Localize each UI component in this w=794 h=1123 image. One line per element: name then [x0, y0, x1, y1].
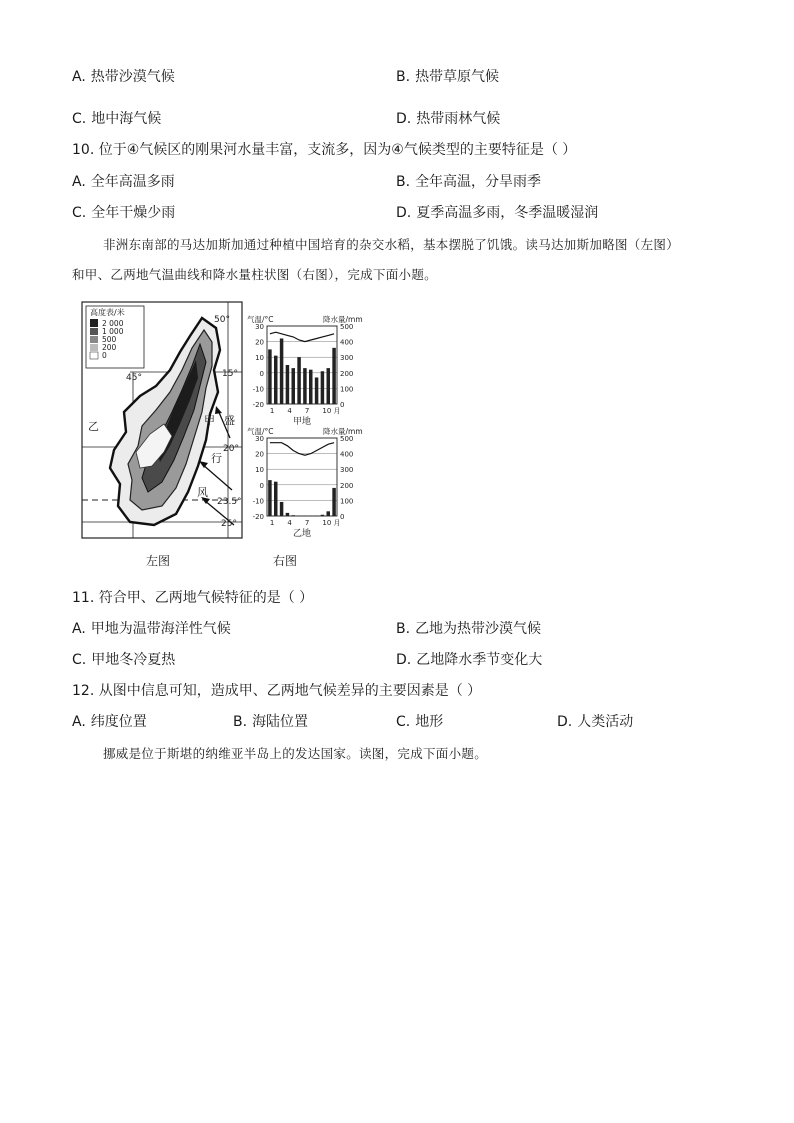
q10-stem: 10. 位于④气候区的刚果河水量丰富，支流多，因为④气候类型的主要特征是（ ）	[72, 142, 577, 158]
q11-option-a	[72, 620, 231, 638]
chart-yi-precip-bar	[286, 513, 290, 516]
q11-option-d-label: D.	[396, 652, 412, 668]
q10-option-a-label: A.	[72, 174, 86, 190]
q9-option-b-text: 热带草原气候	[415, 69, 500, 85]
q11-option-d	[396, 651, 542, 669]
q9-option-c	[72, 110, 161, 128]
q11-option-b-label: B.	[396, 621, 411, 637]
chart-yi-precip-tick: 0	[340, 513, 345, 521]
chart-yi-precip-tick: 200	[340, 481, 354, 490]
q10-option-b-text: 全年高温，分旱雨季	[415, 174, 542, 190]
q9-option-a-text: 热带沙漠气候	[90, 69, 175, 85]
q11-option-b-text: 乙地为热带沙漠气候	[415, 621, 542, 637]
q11-option-c	[72, 651, 175, 669]
q10-option-d-text: 夏季高温多雨，冬季温暖湿润	[416, 205, 599, 221]
lon-label-45: 45°	[126, 373, 142, 383]
chart-yi-precip-tick: 100	[340, 497, 354, 506]
q11-option-a-text: 甲地为温带海洋性气候	[90, 621, 231, 637]
charts-caption: 右图	[273, 554, 298, 568]
q11-option-c-label: C.	[72, 652, 87, 668]
q12-option-c-label: C.	[396, 714, 411, 730]
chart-jia-temp-tick: 0	[259, 369, 264, 378]
q12-option-b	[233, 713, 308, 731]
chart-yi-month-tick: 7	[304, 519, 310, 527]
chart-jia-precip-tick: 100	[340, 385, 354, 394]
chart-jia-precip-bar	[315, 377, 319, 404]
q11-option-d-text: 乙地降水季节变化大	[416, 652, 543, 668]
lat-label-20: 20°	[223, 444, 239, 454]
q11-option-a-label: A.	[72, 621, 86, 637]
chart-yi-precip-tick: 500	[340, 435, 354, 443]
wind-char-2: 行	[211, 452, 222, 465]
q9-option-c-label: C.	[72, 111, 87, 127]
q9-option-b	[396, 68, 499, 86]
legend-swatch-200	[90, 344, 98, 351]
chart-jia-precip-bar	[268, 349, 272, 404]
q12-option-b-text: 海陆位置	[252, 714, 309, 730]
legend-label-500: 500	[102, 335, 117, 344]
chart-yi-temp-tick: -10	[252, 497, 264, 506]
q9-option-d-text: 热带雨林气候	[416, 111, 501, 127]
q9-option-a	[72, 68, 175, 86]
q12-option-a-text: 纬度位置	[90, 714, 147, 730]
chart-yi-temp-tick: 30	[255, 435, 264, 443]
q9-option-d	[396, 110, 500, 128]
chart-jia-precip-bar	[286, 365, 290, 404]
passage2-line1: 挪威是位于斯堪的纳维亚半岛上的发达国家。读图，完成下面小题。	[103, 746, 488, 761]
chart-yi-temp-line	[270, 443, 334, 456]
q11-option-c-text: 甲地冬冷夏热	[91, 652, 176, 668]
q10-option-b-label: B.	[396, 174, 411, 190]
legend-label-0: 0	[102, 351, 107, 360]
lon-label-50: 50°	[214, 315, 230, 325]
legend-label-200: 200	[102, 343, 117, 352]
chart-jia-precip-bar	[332, 348, 336, 404]
chart-jia-temp-tick: 10	[255, 354, 264, 363]
chart-yi-precip-bar	[268, 480, 272, 516]
q10-option-d-label: D.	[396, 205, 412, 221]
passage1-line2: 和甲、乙两地气温曲线和降水量柱状图（右图），完成下面小题。	[72, 267, 437, 282]
q12-option-b-label: B.	[233, 714, 248, 730]
q10-option-b	[396, 173, 541, 191]
q10-option-c-label: C.	[72, 205, 87, 221]
q12-stem: 12. 从图中信息可知，造成甲、乙两地气候差异的主要因素是（ ）	[72, 683, 482, 699]
legend-swatch-2000	[90, 319, 98, 327]
chart-jia-temp-tick: -20	[252, 401, 264, 409]
chart-jia-month-tick: 4	[287, 407, 292, 415]
chart-jia-precip-bar	[327, 368, 331, 404]
chart-yi-precip-tick: 300	[340, 466, 354, 475]
chart-jia-temp-line	[270, 332, 334, 341]
q12-option-a	[72, 713, 147, 731]
chart-jia-precip-bar	[309, 370, 313, 404]
q9-option-c-text: 地中海气候	[91, 111, 162, 127]
lat-label-23-5: 23.5°	[217, 497, 242, 507]
chart-yi-temp-tick: 20	[255, 450, 264, 459]
legend-label-1000: 1 000	[102, 327, 124, 336]
chart-jia-precip-bar	[274, 356, 278, 404]
chart-jia-precip-bar	[292, 368, 296, 404]
place-jia: 甲	[204, 414, 215, 427]
chart-yi-precip-axis-label: 降水量/mm	[323, 427, 363, 436]
q12-option-c-text: 地形	[415, 714, 444, 730]
q12-option-d	[557, 713, 633, 731]
legend-swatch-500	[90, 336, 98, 343]
wind-char-1: 盛	[224, 414, 235, 427]
map-legend-title: 高度表/米	[90, 308, 125, 317]
q10-option-a-text: 全年高温多雨	[90, 174, 175, 190]
chart-jia-precip-tick: 300	[340, 354, 354, 363]
q12-option-d-text: 人类活动	[577, 714, 634, 730]
chart-jia-month-tick: 7	[304, 407, 310, 415]
madagascar-map	[80, 300, 245, 540]
chart-jia-precip-tick: 0	[340, 401, 345, 409]
q10-option-a	[72, 173, 175, 191]
chart-jia-precip-tick: 500	[340, 323, 354, 331]
chart-yi-temp-tick: -20	[252, 513, 264, 521]
chart-jia-precip-tick: 400	[340, 338, 354, 347]
q9-option-a-label: A.	[72, 69, 86, 85]
lat-label-15: 15°	[222, 369, 238, 379]
chart-yi-temp-tick: 0	[259, 481, 264, 490]
chart-yi-precip-bar	[332, 488, 336, 516]
legend-swatch-0	[90, 352, 98, 359]
chart-jia-precip-axis-label: 降水量/mm	[323, 315, 363, 324]
chart-yi-precip-bar	[321, 515, 325, 516]
passage1-line1: 非洲东南部的马达加斯加通过种植中国培育的杂交水稻，基本摆脱了饥饿。读马达加斯加略图（左图）	[103, 237, 680, 252]
chart-jia-month-tick: 1	[269, 407, 275, 415]
chart-yi-precip-bar	[274, 482, 278, 516]
q12-option-c	[396, 713, 443, 731]
chart-jia-precip-bar	[297, 357, 301, 404]
climate-charts	[245, 300, 370, 540]
q11-option-b	[396, 620, 541, 638]
wind-char-3: 风	[197, 486, 208, 499]
chart-yi-month-tick: 1	[269, 519, 275, 527]
chart-yi-title: 乙地	[292, 529, 312, 539]
figure	[80, 300, 370, 572]
legend-label-2000: 2 000	[102, 319, 124, 328]
q12-option-a-label: A.	[72, 714, 86, 730]
chart-yi-precip-bar	[327, 511, 331, 516]
q12-option-d-label: D.	[557, 714, 573, 730]
legend-swatch-1000	[90, 328, 98, 335]
chart-yi-month-tick: 10 月	[322, 519, 341, 527]
chart-jia-temp-axis-label: 气温/°C	[247, 315, 274, 324]
place-yi: 乙	[88, 420, 99, 433]
chart-yi-precip-tick: 400	[340, 450, 354, 459]
chart-yi-precip-bar	[280, 502, 284, 516]
chart-jia-temp-tick: 30	[255, 323, 264, 331]
chart-jia-temp-tick: -10	[252, 385, 264, 394]
chart-jia-precip-bar	[280, 338, 284, 404]
chart-jia-temp-tick: 20	[255, 338, 264, 347]
chart-jia-precip-tick: 200	[340, 369, 354, 378]
chart-jia-precip-bar	[303, 368, 307, 404]
q9-option-d-label: D.	[396, 111, 412, 127]
map-caption: 左图	[146, 554, 171, 568]
chart-jia-precip-bar	[321, 371, 325, 404]
chart-jia-title: 甲地	[292, 417, 312, 427]
chart-jia-month-tick: 10 月	[322, 407, 341, 415]
q10-option-c-text: 全年干燥少雨	[91, 205, 176, 221]
q10-option-d	[396, 204, 598, 222]
q10-option-c	[72, 204, 175, 222]
lat-label-25: 25°	[221, 519, 237, 529]
chart-yi-temp-axis-label: 气温/°C	[247, 427, 274, 436]
chart-yi-month-tick: 4	[287, 519, 292, 527]
q9-option-b-label: B.	[396, 69, 411, 85]
q11-stem: 11. 符合甲、乙两地气候特征的是（ ）	[72, 590, 314, 606]
chart-yi-temp-tick: 10	[255, 466, 264, 475]
chart-yi-precip-bar	[292, 515, 296, 516]
